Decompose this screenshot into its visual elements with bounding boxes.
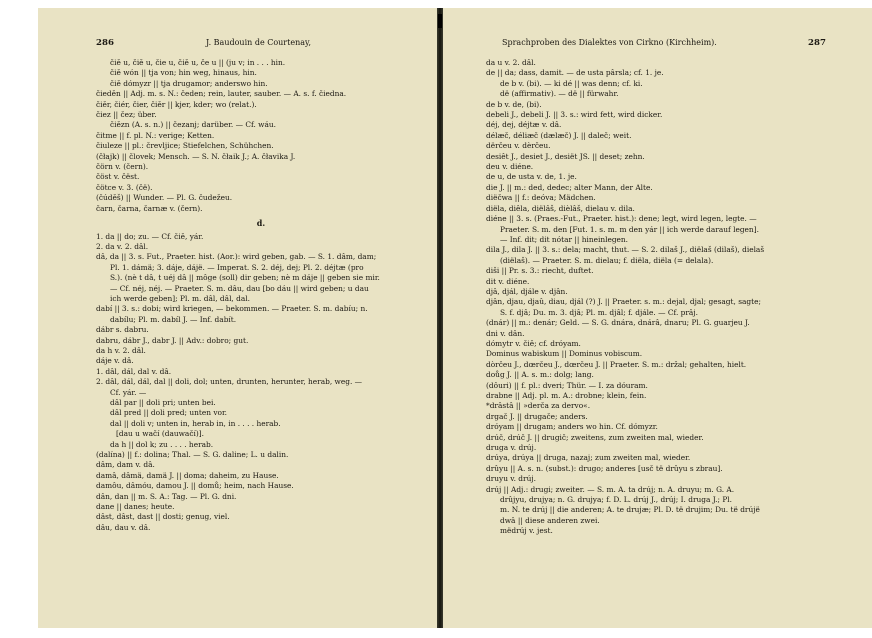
section-heading: d. (256, 218, 266, 229)
entry-line: de b v. (bi). — ki dé || was denn; cf. ki. (500, 78, 643, 88)
entry-line: dâm, dam v. dâ. (96, 460, 155, 470)
entry-line: dabí || 3. s.: dobi; wird kriegen, — bekommen. — Praeter. S. m. dabíu; n. (96, 304, 368, 314)
entry-line: dit v. diéne. (486, 276, 530, 286)
entry-line: dal || doli v; unten in, herab in, in . . . . herab. (110, 418, 281, 428)
entry-line: čiě u, čiě u, čie u, čiě u, če u || (ju v; in . . . hin. (110, 58, 286, 67)
entry-line: 1. da || do; zu. — Cf. čiě, yár. (96, 231, 204, 241)
entry-line: čöst v. čëst. (96, 172, 140, 182)
right-running-head (486, 38, 826, 52)
entry-line: mëdrúj v. jest. (500, 526, 553, 536)
entry-line: čiez || čez; über. (96, 110, 157, 120)
right-page-number: 287 (808, 38, 826, 48)
entry-line: dabílu; Pl. m. dabíl J. — Inf. dabít. (110, 314, 237, 324)
entry-line: (dalína) || f.: dolina; Thal. — S. G. daline; L. u dalin. (96, 450, 289, 460)
entry-line: dâl pred || doli pred; unten vor. (110, 408, 228, 418)
entry-line: Cf. yár. — (110, 387, 147, 397)
left-page (96, 0, 426, 620)
entry-line: dila J., dila J. || 3. s.: dela; macht, thut. — S. 2. dilaš J., diëlaš (dilaš), dielaš (486, 245, 765, 255)
entry-line: — Cf. néj, néj. — Praeter. S. m. dâu, dau [bo dáu || wird geben; u dau (110, 283, 369, 293)
entry-line: debeli J., debeli J. || 3. s.: wird fett, wird dicker. (486, 110, 663, 120)
entry-line: damâ, dâmä, damä J. || doma; daheim, zu Hause. (96, 470, 279, 480)
entry-line: drgač J. || drugače; anders. (486, 411, 588, 421)
left-running-title: J. Baudouin de Courtenay, (206, 38, 311, 47)
entry-line: drûjyu, drujya; n. G. drujya; f. D. L. drúj J., drúj; I. druga J.; Pl. (500, 495, 733, 505)
entry-line: *drâstâ || »derča za dervo«. (486, 401, 591, 411)
gutter-binding-mark (438, 14, 442, 28)
entry-line: čiěr, čiér, čier, čiěr || kjer, kder; wo (relat.). (96, 99, 257, 109)
entry-line: drûyu || A. s. n. (subst.): drugo; anderes [usč të drûyu s zbrau]. (486, 463, 723, 473)
entry-line: da h || dol k; zu . . . . herab. (110, 439, 214, 449)
entry-line: dwâ || diese anderen zwei. (500, 515, 600, 525)
entry-line: dábr s. dabru. (96, 325, 149, 335)
entry-line: drúya, drúya || druga, nazaj; zum zweiten mal, wieder. (486, 453, 691, 463)
entry-line: (čłajk) || človek; Mensch. — S. N. čłaik J.; A. čłavika J. (96, 151, 296, 161)
entry-line: m. N. te drúj || die anderen; A. te drujæ; Pl. D. të drujim; Du. të drújë (500, 505, 760, 515)
entry-line: dân, dan || m. S. A.: Tag. — Pl. G. dni. (96, 491, 237, 501)
entry-line: ich werde geben]; Pl. m. dâl, dâl, dal. (110, 293, 250, 303)
entry-line: dòrčeu J., dœrčeu J., dœrčeu J. || Praeter. S. m.: držal; gehalten, hielt. (486, 359, 747, 369)
book-gutter (437, 8, 443, 628)
entry-line: djân, djau, djaû, diau, djál (?) J. || Praeter. s. m.: dejal, djal; gesagt, sagte; (486, 297, 761, 307)
entry-line: délæč, déliæč (dælæč) J. || daleč; weit. (486, 130, 632, 140)
entry-line: dane || danes; heute. (96, 502, 175, 512)
entry-line: drúj || Adj.: drugi; zweiter. — S. m. A. ta drúj; n. A. druyu; m. G. A. (486, 484, 735, 494)
entry-line: čarn, čarna, čarnæ v. (čern). (96, 203, 203, 213)
entry-line: de b v. de, (bi). (486, 99, 542, 109)
entry-line: dërčeu v. dèrčeu. (486, 141, 551, 151)
entry-line: Pl. 1. dámä; 3. dáje, dájë. — Imperat. S. 2. déj, dej; Pl. 2. déjtæ (pro (110, 262, 364, 272)
entry-line: diëčwa || f.: deóva; Mädchen. (486, 193, 596, 203)
entry-line: da h v. 2. dâl. (96, 345, 146, 355)
entry-line: čiě wón || tja von; hin weg, hinaus, hin. (110, 68, 257, 78)
right-page (486, 0, 826, 620)
entry-line: čieděn || Adj. m. s. N.: čeden; rein, lauter, sauber. — A. s. f. čiedna. (96, 89, 347, 99)
entry-line: dómytr v. čiě; cf. dróyam. (486, 338, 581, 348)
entry-line: dë (affirmativ). — dë || fürwahr. (500, 89, 619, 99)
entry-line: dâst, dâst, dast || dosti; genug, viel. (96, 512, 230, 522)
right-running-title: Sprachproben des Dialektes von Cirkno (Kirchheim). (502, 38, 717, 47)
entry-line: déj, dej, déjtæ v. dâ. (486, 120, 562, 130)
entry-line: S.). (nè t dâ, t uéj dâ || môge (soll) dir geben; nè m dáje || geben sie mir. (110, 273, 380, 283)
entry-line: 1. dâl, dál, dal v. dâ. (96, 366, 172, 376)
entry-line: de u, de usta v. de, 1. je. (486, 172, 577, 182)
entry-line: druga v. drúj. (486, 443, 537, 453)
left-running-head (96, 38, 426, 52)
entry-line: 2. da v. 2. dâl. (96, 241, 149, 251)
entry-line: — Inf. dit; dit nótar || hineinlegen. (500, 234, 629, 244)
entry-line: Praeter. S. m. den [Fut. 1. s. m. m den yár || ich werde darauf legen]. (500, 224, 759, 234)
entry-line: čiě dómyzr || tja drugamor; anderswo hin. (110, 78, 268, 88)
entry-line: de || da; dass, damit. — de usta pârsla; cf. 1. je. (486, 68, 664, 78)
entry-line: drabne || Adj. pl. m. A.: drobne; klein, fein. (486, 391, 647, 400)
entry-line: S. f. djâ; Du. m. 3. djâ; Pl. m. djâl; f. djále. — Cf. prâj. (500, 307, 698, 317)
entry-line: dâl par || doli pri; unten bei. (110, 398, 216, 407)
entry-line: diëla, diêla, diëlâš, dièlâš, dielau v. dila. (486, 203, 635, 213)
entry-line: (dnár) || m.: denár; Geld. — S. G. dnára, dnárâ, dnaru; Pl. G. guarjeu J. (486, 318, 750, 328)
entry-line: čitme || f. pl. N.: verige; Ketten. (96, 130, 215, 140)
entry-line: druyu v. drúj. (486, 474, 536, 484)
entry-line: (dôuri) || f. pl.: dveri; Thür. — I. za dóuram. (486, 380, 648, 390)
entry-line: 2. dâl, dál, dál, dal || doli, dol; unten, drunten, herunter, herab, weg. — (96, 377, 363, 387)
entry-line: dâ, da || 3. s. Fut., Praeter. hist. (Aor.): wird geben, gab. — S. 1. dâm, dam; (96, 252, 377, 262)
entry-line: dâu, dau v. dâ. (96, 522, 151, 532)
entry-line: dáje v. dâ. (96, 356, 134, 366)
entry-line: čötce v. 3. (čë). (96, 182, 153, 192)
entry-line: čörn v. (čern). (96, 162, 149, 172)
entry-line: diéne || 3. s. (Praes.-Fut., Praeter. hist.): dene; legt, wird legen, legte. — (486, 214, 757, 224)
entry-line: (diëlaš). — Praeter. S. m. dielau; f. diëla, diëla (= delala). (500, 255, 714, 265)
entry-line: čiuleze || pl.: črevljice; Stiefelchen, Schühchen. (96, 141, 274, 151)
entry-line: drúč, drúč J. || drugič; zweitens, zum zweiten mal, wieder. (486, 432, 704, 442)
entry-line: diši || Pr. s. 3.: riecht, duftet. (486, 266, 594, 276)
entry-line: čiězn (A. s. n.) || čezanj; darüber. — Cf. wáu. (110, 120, 277, 130)
entry-line: [dau u wačí (dauwačí)]. (116, 429, 204, 439)
entry-line: dróyam || drugam; anders wo hin. Cf. dómyzr. (486, 422, 658, 432)
entry-line: djâ, djál, djále v. djân. (486, 286, 568, 296)
entry-line: Dominus wabiskum || Dominus vobiscum. (486, 349, 643, 359)
left-page-number: 286 (96, 38, 114, 48)
entry-line: die J. || m.: ded, dedec; alter Mann, der Alte. (486, 182, 653, 192)
entry-line: dni v. dân. (486, 328, 525, 338)
entry-line: dabru, dábr J., dabr J. || Adv.: dobro; gut. (96, 335, 249, 345)
entry-line: desiêt J., desiet J., desiët JS. || deset; zehn. (486, 151, 645, 161)
entry-line: damôu, dâmóu, damou J. || domů; heim, nach Hause. (96, 481, 294, 491)
entry-line: deu v. diéne. (486, 162, 534, 172)
entry-line: da u v. 2. dâl. (486, 58, 536, 67)
entry-line: (čúděš) || Wunder. — Pl. G. čudežeu. (96, 193, 233, 203)
entry-line: doůg J. || A. s. m.: dolg; lang. (486, 370, 594, 380)
